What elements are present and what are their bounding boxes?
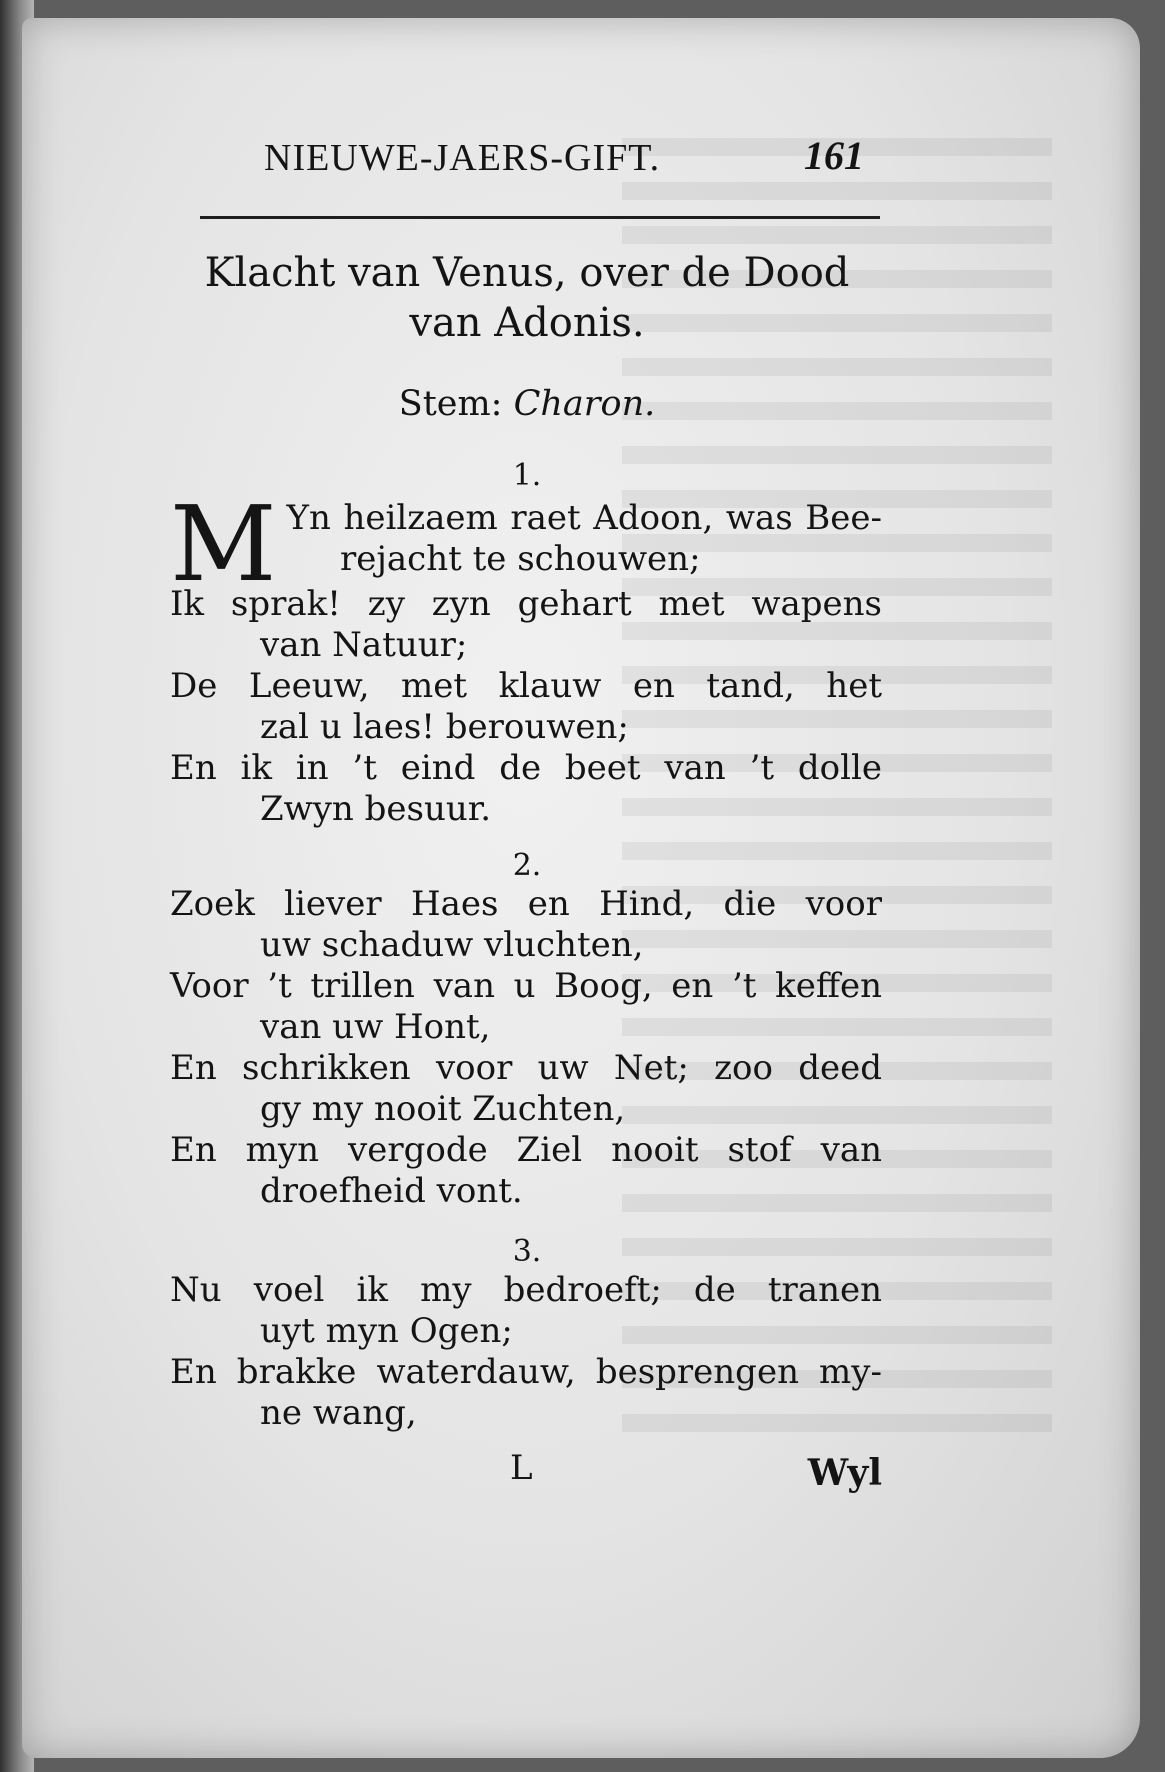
stanza-number: 3.: [512, 1234, 542, 1269]
tune-indication: [162, 384, 892, 424]
signature-mark: L: [510, 1448, 533, 1488]
verse-line: rejacht te schouwen;: [340, 539, 701, 579]
poem-title-line-1: Klacht van Venus, over de Dood: [204, 250, 850, 296]
verse-line: Zoek liever Haes en Hind, die voor: [170, 884, 882, 924]
poem-title-line-2: van Adonis.: [409, 300, 645, 346]
verse-line: Zwyn besuur.: [260, 789, 492, 829]
poem-title: [162, 248, 892, 348]
drop-cap: M: [170, 483, 277, 605]
verse-line: Yn heilzaem raet Adoon, was Bee-: [286, 498, 882, 538]
stanza-number: 2.: [512, 848, 542, 883]
tune-name: Charon.: [513, 384, 656, 424]
header-rule: [200, 216, 880, 219]
verse-line: zal u laes! berouwen;: [260, 707, 629, 747]
tune-label: Stem:: [398, 384, 514, 424]
running-head: [264, 126, 864, 186]
verse-line: En schrikken voor uw Net; zoo deed: [170, 1048, 882, 1088]
verse-line: droefheid vont.: [260, 1171, 523, 1211]
stanza: [170, 884, 882, 1212]
page-footer: [170, 1448, 882, 1498]
verse-line: ne wang,: [260, 1393, 417, 1433]
catchword: Wyl: [807, 1452, 882, 1494]
verse-line: De Leeuw, met klauw en tand, het: [170, 666, 882, 706]
verse-line: En myn vergode Ziel nooit stof van: [170, 1130, 882, 1170]
stanza-number: 1.: [512, 458, 542, 493]
verse-line: van Natuur;: [260, 625, 468, 665]
verse-line: En brakke waterdauw, besprengen my-: [170, 1352, 882, 1392]
verse-line: van uw Hont,: [260, 1007, 491, 1047]
verse-line: gy my nooit Zuchten,: [260, 1089, 626, 1129]
stanza: [170, 483, 882, 830]
verse-line: uw schaduw vluchten,: [260, 925, 644, 965]
running-head-title: NIEUWE-JAERS-GIFT.: [264, 137, 661, 179]
book-page: [22, 18, 1140, 1758]
page-number: 161: [804, 133, 864, 178]
stanza: [170, 1270, 882, 1434]
verse-line: En ik in ’t eind de beet van ’t dolle: [170, 748, 882, 788]
verse-line: Ik sprak! zy zyn gehart met wapens: [170, 584, 882, 624]
verse-line: Voor ’t trillen van u Boog, en ’t keffen: [170, 966, 882, 1006]
verse-line: uyt myn Ogen;: [260, 1311, 513, 1351]
verse-line: Nu voel ik my bedroeft; de tranen: [170, 1270, 882, 1310]
